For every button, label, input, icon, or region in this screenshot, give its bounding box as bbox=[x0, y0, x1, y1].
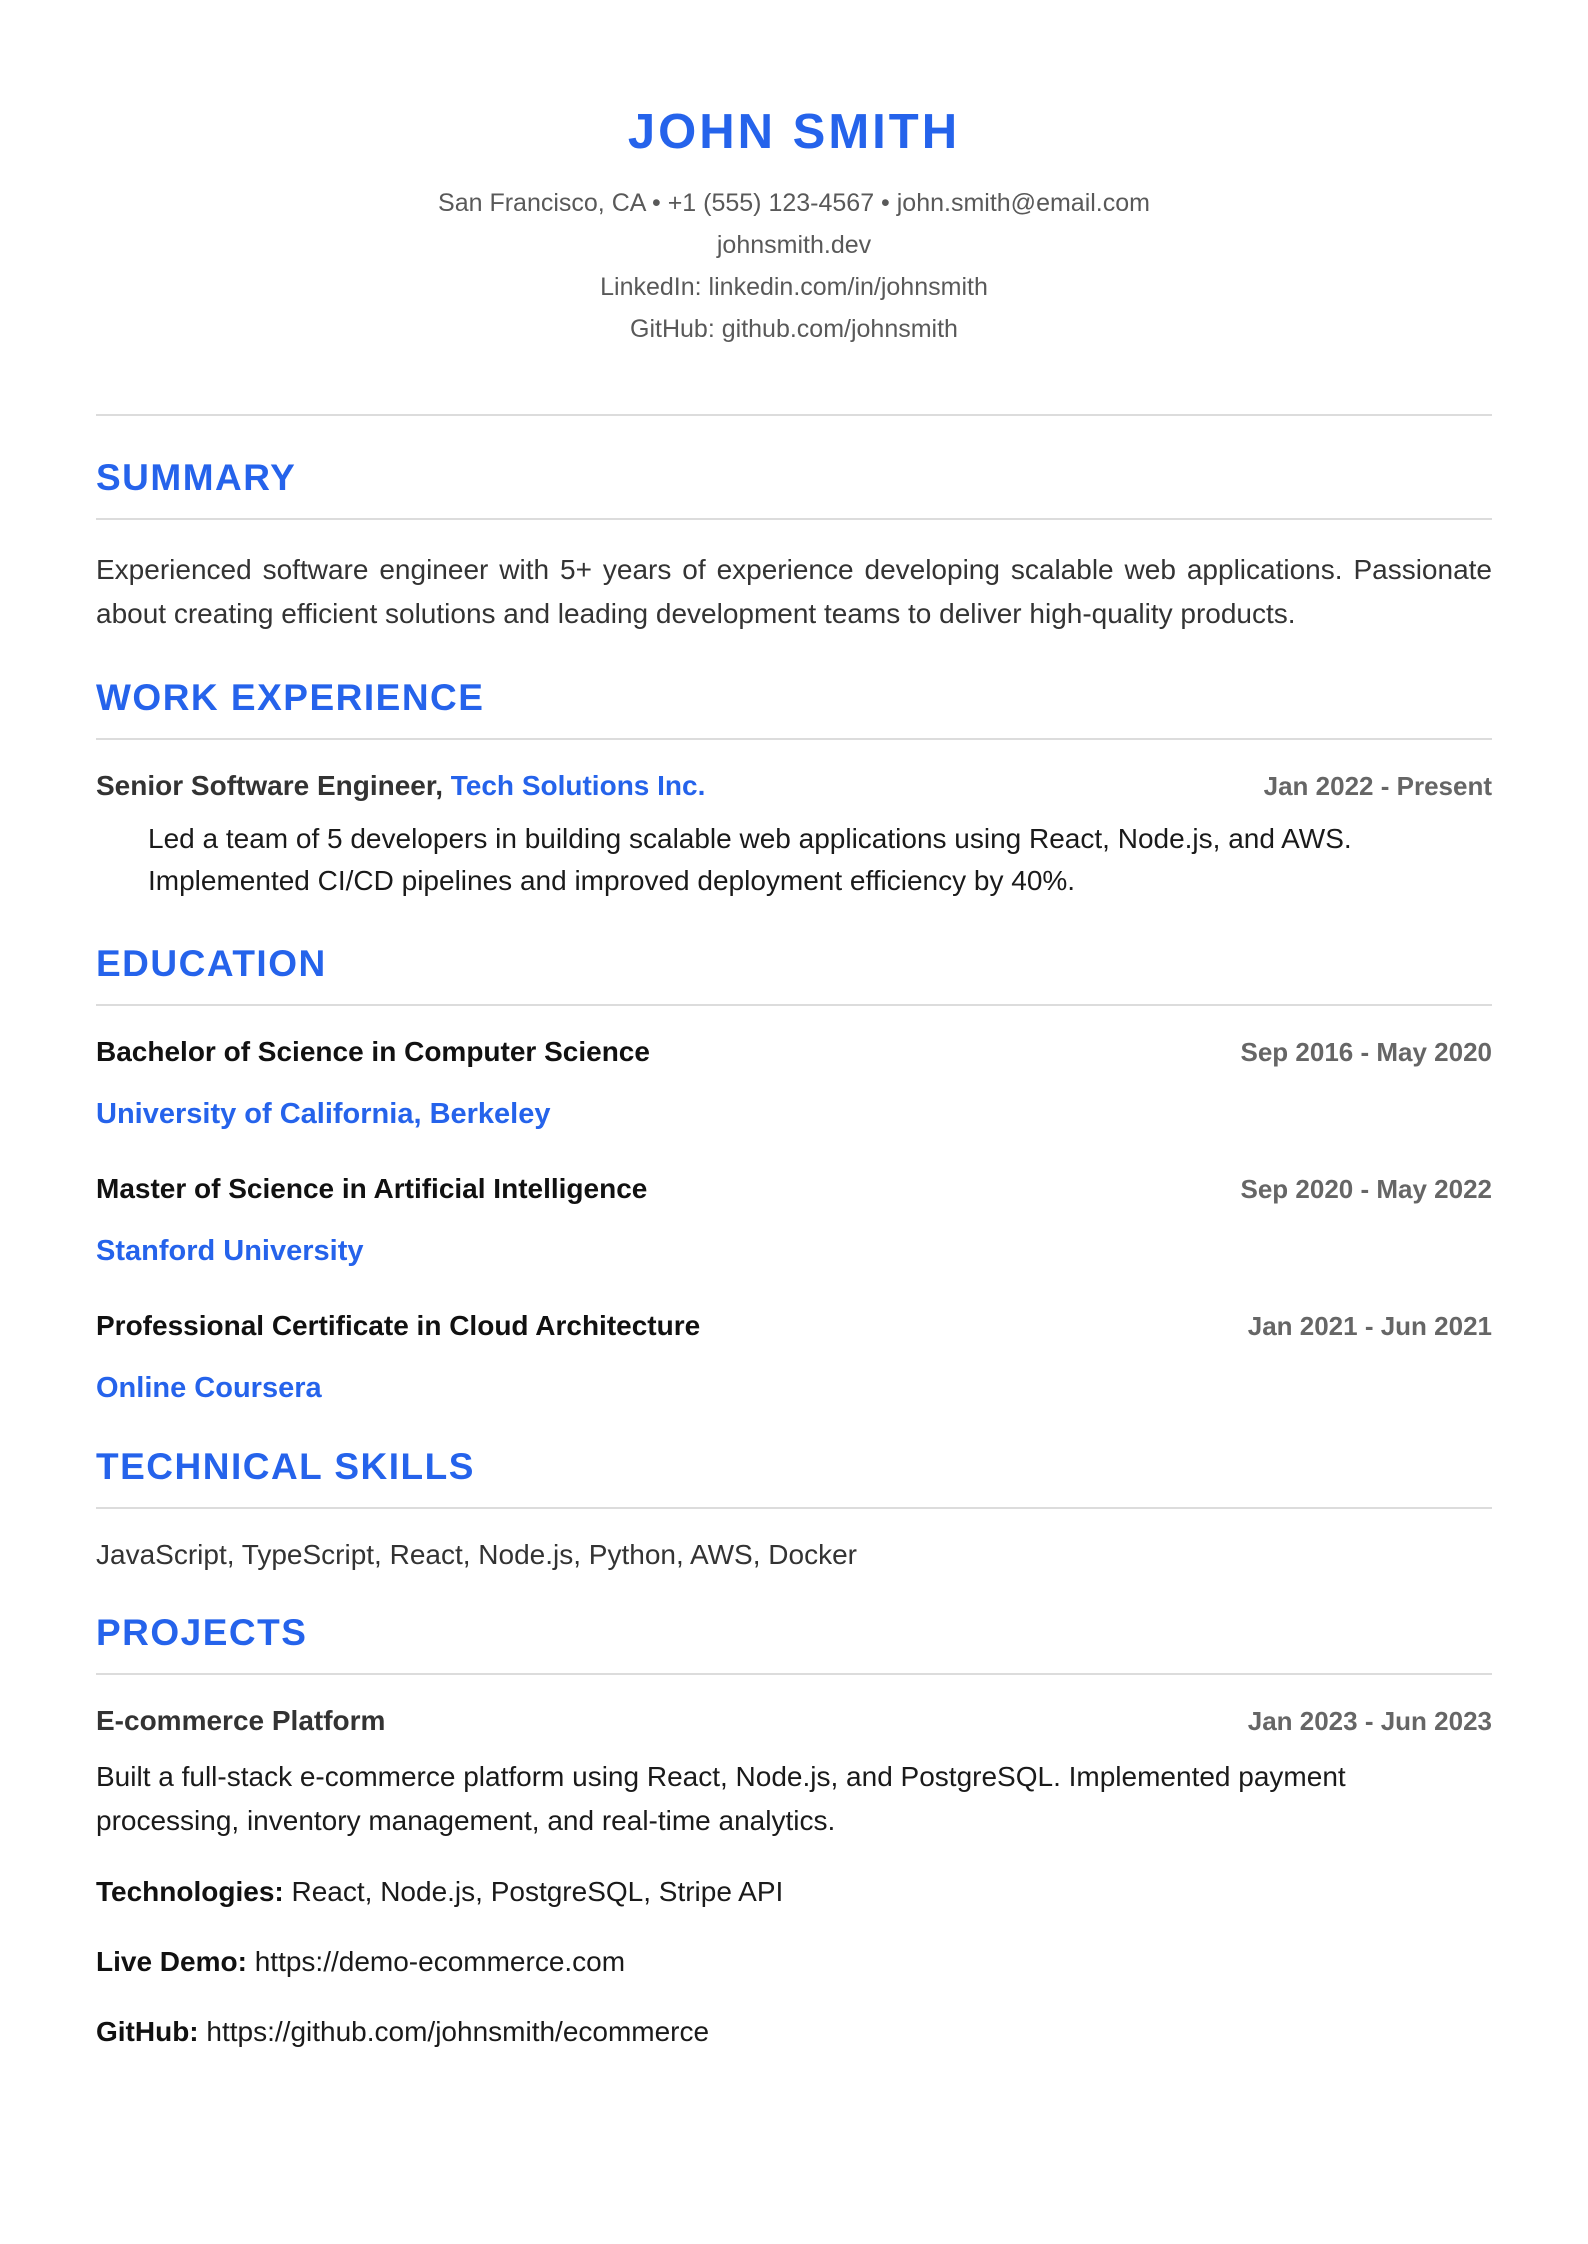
education-dates: Sep 2016 - May 2020 bbox=[1240, 1037, 1492, 1067]
technologies-label: Technologies: bbox=[96, 1876, 284, 1907]
demo-label: Live Demo: bbox=[96, 1946, 247, 1977]
summary-section bbox=[96, 456, 1492, 636]
education-dates: Jan 2021 - Jun 2021 bbox=[1247, 1311, 1492, 1341]
project-technologies bbox=[96, 1871, 1492, 1913]
summary-heading: SUMMARY bbox=[96, 456, 1492, 520]
education-item-header bbox=[96, 1173, 1492, 1205]
project-header bbox=[96, 1705, 1492, 1737]
project-name: E-commerce Platform bbox=[96, 1705, 386, 1736]
project-github-label: GitHub: bbox=[96, 2016, 199, 2047]
degree-name: Master of Science in Artificial Intelligence bbox=[96, 1173, 648, 1204]
school-name: University of California, Berkeley bbox=[96, 1098, 551, 1130]
education-item bbox=[96, 1310, 1492, 1405]
job-title bbox=[96, 770, 705, 802]
education-section bbox=[96, 942, 1492, 1405]
degree-name: Bachelor of Science in Computer Science bbox=[96, 1036, 650, 1067]
education-item bbox=[96, 1036, 1492, 1131]
experience-heading: WORK EXPERIENCE bbox=[96, 676, 1492, 740]
resume-header bbox=[96, 0, 1492, 350]
school-name: Online Coursera bbox=[96, 1372, 322, 1404]
education-item-header bbox=[96, 1310, 1492, 1342]
linkedin-link[interactable]: LinkedIn: linkedin.com/in/johnsmith bbox=[600, 273, 988, 301]
education-heading: EDUCATION bbox=[96, 942, 1492, 1006]
education-item-header bbox=[96, 1036, 1492, 1068]
job-description: Led a team of 5 developers in building scalable web applications using React, Node.js, and AWS. Implemented CI/CD pipelines and improved deployment efficiency by 40%. bbox=[148, 823, 1352, 896]
skills-section bbox=[96, 1445, 1492, 1571]
project-demo bbox=[96, 1941, 1492, 1983]
contact-info: San Francisco, CA • +1 (555) 123-4567 • john.smith@email.com bbox=[438, 189, 1150, 217]
technologies-value: React, Node.js, PostgreSQL, Stripe API bbox=[291, 1876, 784, 1907]
skills-heading: TECHNICAL SKILLS bbox=[96, 1445, 1492, 1509]
demo-link[interactable]: https://demo-ecommerce.com bbox=[254, 1946, 626, 1977]
candidate-name: JOHN SMITH bbox=[627, 105, 961, 159]
education-dates: Sep 2020 - May 2022 bbox=[1240, 1174, 1492, 1204]
degree-name: Professional Certificate in Cloud Architecture bbox=[96, 1310, 701, 1341]
project-github-link[interactable]: https://github.com/johnsmith/ecommerce bbox=[206, 2016, 710, 2047]
project-github bbox=[96, 2011, 1492, 2053]
job-company: Tech Solutions Inc. bbox=[450, 770, 706, 801]
school-name: Stanford University bbox=[96, 1235, 364, 1267]
github-link[interactable]: GitHub: github.com/johnsmith bbox=[630, 315, 958, 343]
job-role: Senior Software Engineer, bbox=[96, 770, 443, 801]
job-header bbox=[96, 770, 1492, 802]
header-divider bbox=[96, 414, 1492, 416]
project-description: Built a full-stack e-commerce platform using React, Node.js, and PostgreSQL. Implemented payment processing, inventory management, and real-time analytics. bbox=[96, 1761, 1346, 1836]
projects-section bbox=[96, 1611, 1492, 2053]
projects-heading: PROJECTS bbox=[96, 1611, 1492, 1675]
experience-section bbox=[96, 676, 1492, 902]
education-item bbox=[96, 1173, 1492, 1268]
project-dates: Jan 2023 - Jun 2023 bbox=[1247, 1706, 1492, 1736]
skills-list: JavaScript, TypeScript, React, Node.js, Python, AWS, Docker bbox=[96, 1539, 857, 1570]
summary-text: Experienced software engineer with 5+ years of experience developing scalable web applications. Passionate about creating efficient solutions and leading development teams to deliver high-quality products. bbox=[96, 554, 1492, 629]
website-link[interactable]: johnsmith.dev bbox=[716, 231, 872, 259]
job-dates: Jan 2022 - Present bbox=[1263, 771, 1492, 801]
